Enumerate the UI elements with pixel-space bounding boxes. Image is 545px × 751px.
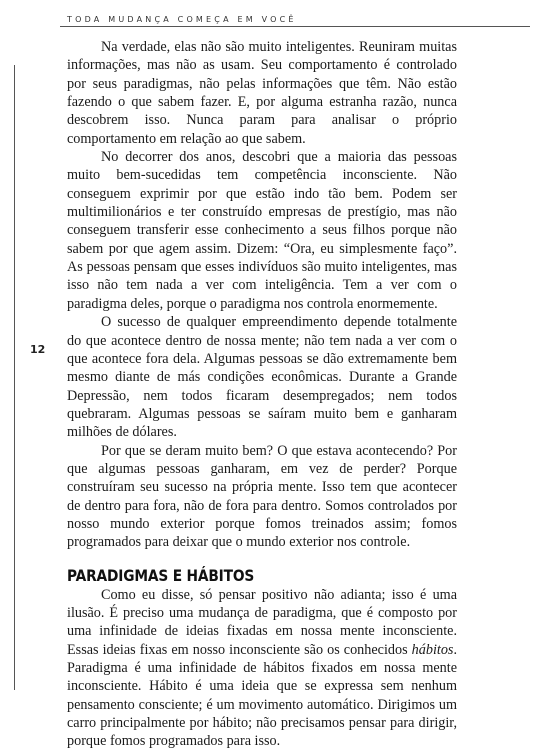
margin-rule — [14, 65, 15, 690]
section-heading: PARADIGMAS E HÁBITOS — [67, 565, 255, 585]
paragraph-text: . Paradigma é uma infinidade de hábitos fixados em nossa mente inconsciente. Hábito é uma ideia que se expressa sem nenhum pensamento consciente; é um movimento automático. Dirigimos um carro principalmente por hábito; não precisamos pensar para dirigir, porque fomos programados para isso. — [67, 641, 457, 750]
emphasized-term: hábitos — [411, 641, 454, 658]
paragraph-text: Como eu disse, só pensar positivo não adianta; isso é uma ilusão. É preciso uma mudança de paradigma, que é composto por uma infinidade de ideias fixadas em nossa mente inconsciente. Essas ideias fixas em nosso inconsciente são os conhecidos — [67, 586, 457, 658]
paragraph: Por que se deram muito bem? O que estava acontecendo? Por que algumas pessoas ganharam, em vez de perder? Porque construíram seu sucesso na própria mente. Isso tem que acontecer de dentro para fora, não de fora para dentro. Somos controlados por nosso mundo exterior porque fomos treinados assim; fomos programados para deixar que o mundo exterior nos controle. — [67, 442, 457, 551]
paragraph: No decorrer dos anos, descobri que a maioria das pessoas muito bem-sucedidas tem competência inconsciente. Não conseguem exprimir por que estão indo tão bem. Podem ser multimilionários e ter construído empresas de prestígio, mas não conseguem transferir esse conhecimento a seus filhos porque não sabem por que agem assim. Dizem: “Ora, eu simplesmente faço”. As pessoas pensam que esses indivíduos são muito inteligentes, mas isso não tem nada a ver com inteligência. Tem a ver com o paradigma deles, porque o paradigma nos controla enormemente. — [67, 149, 457, 312]
paragraph: Na verdade, elas não são muito inteligentes. Reuniram muitas informações, mas não as usam. Seu comportamento é controlado por seus paradigmas, não pelas informações que têm. Não estão fazendo o que sabem fazer. E, por alguma estranha razão, nunca descobrem isso. Nunca param para analisar o próprio comportamento em relação ao que sabem. — [67, 39, 457, 147]
running-head: TODA MUDANÇA COMEÇA EM VOCÊ — [67, 15, 297, 24]
paragraph — [67, 586, 457, 751]
page-number: 12 — [30, 343, 46, 356]
header-rule — [60, 26, 530, 27]
paragraph: O sucesso de qualquer empreendimento depende totalmente do que acontece dentro de nossa mente; não tem nada a ver com o que acontece fora dela. Algumas pessoas se dão extremamente bem mesmo diante de más condições econômicas. Durante a Grande Depressão, nem todos ficaram desempregados; nem todos quebraram. Algumas pessoas se saíram muito bem e ganharam milhões de dólares. — [67, 314, 457, 441]
body-text — [67, 38, 457, 751]
